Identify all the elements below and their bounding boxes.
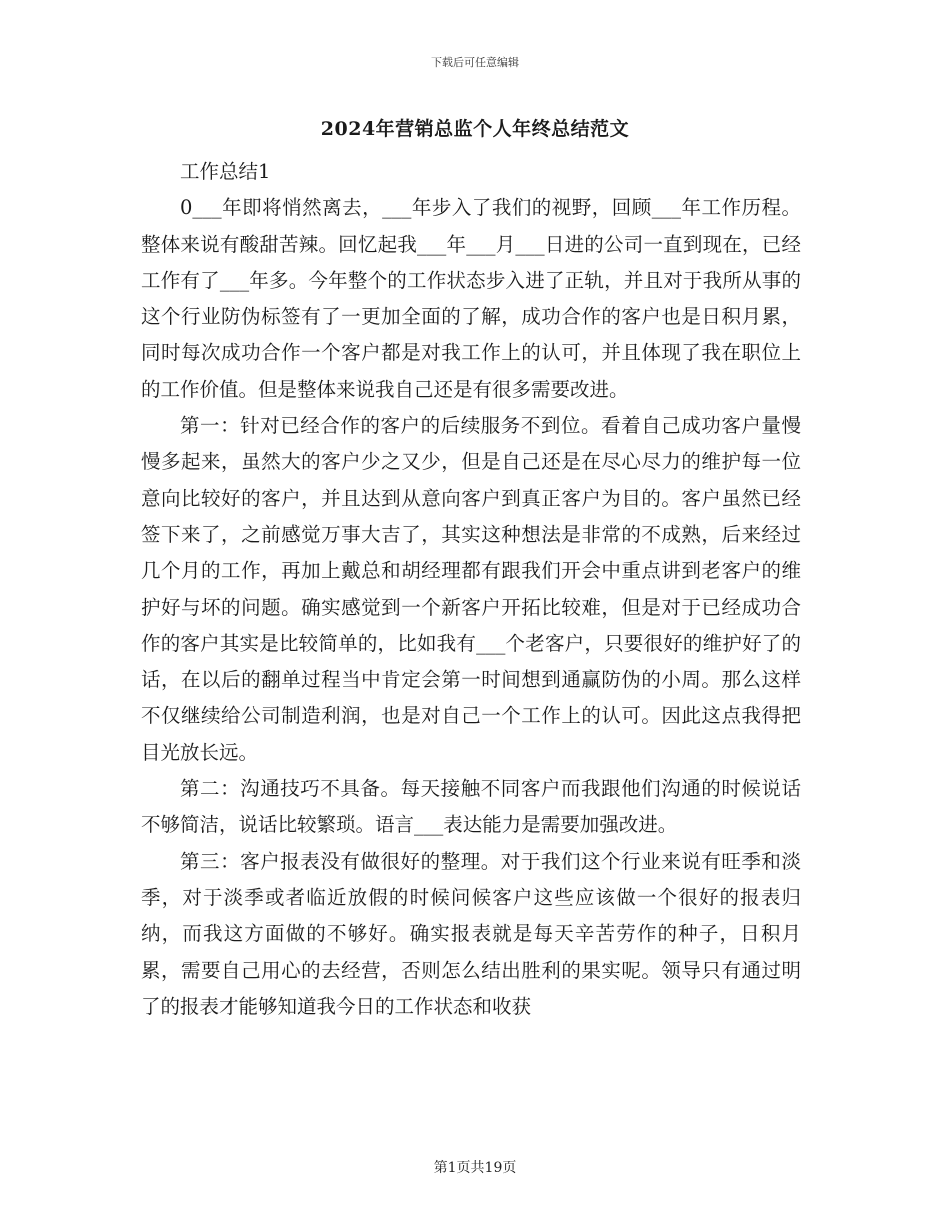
paragraph-intro: 0___年即将悄然离去，___年步入了我们的视野，回顾___年工作历程。整体来说有酸甜苦辣。回忆起我___年___月___日进的公司一直到现在，已经工作有了___年多。今年整个的工作状态步入进了正轨，并且对于我所从事的这个行业防伪标签有了一更加全面的了解，成功合作的客户也是日积月累，同时每次成功合作一个客户都是对我工作上的认可，并且体现了我在职位上的工作价值。但是整体来说我自己还是有很多需要改进。 bbox=[141, 196, 801, 401]
document-title: 2024年营销总监个人年终总结范文 bbox=[320, 118, 630, 140]
paragraph-point-3: 第三：客户报表没有做很好的整理。对于我们这个行业来说有旺季和淡季，对于淡季或者临近放假的时候问候客户这些应该做一个很好的报表归纳，而我这方面做的不够好。确实报表就是每天辛苦劳作的种子，日积月累，需要自己用心的去经营，否则怎么结出胜利的果实呢。领导只有通过明了的报表才能够知道我今日的工作状态和收获 bbox=[141, 849, 801, 1018]
paragraph-point-1: 第一：针对已经合作的客户的后续服务不到位。看着自己成功客户量慢慢多起来，虽然大的客户少之又少，但是自己还是在尽心尽力的维护每一位意向比较好的客户，并且达到从意向客户到真正客户为目的。客户虽然已经签下来了，之前感觉万事大吉了，其实这种想法是非常的不成熟，后来经过几个月的工作，再加上戴总和胡经理都有跟我们开会中重点讲到老客户的维护好与坏的问题。确实感觉到一个新客户开拓比较难，但是对于已经成功合作的客户其实是比较简单的，比如我有___个老客户，只要很好的维护好了的话，在以后的翻单过程当中肯定会第一时间想到通赢防伪的小周。那么这样不仅继续给公司制造利润，也是对自己一个工作上的认可。因此这点我得把目光放长远。 bbox=[141, 414, 801, 764]
section-heading: 工作总结1 bbox=[180, 160, 271, 183]
header-note: 下载后可任意编辑 bbox=[431, 56, 519, 69]
paragraph-point-2: 第二：沟通技巧不具备。每天接触不同客户而我跟他们沟通的时候说话不够简洁，说话比较繁琐。语言___表达能力是需要加强改进。 bbox=[141, 777, 801, 837]
document-body bbox=[141, 154, 801, 1025]
page-number-footer: 第1页共19页 bbox=[433, 1160, 517, 1176]
